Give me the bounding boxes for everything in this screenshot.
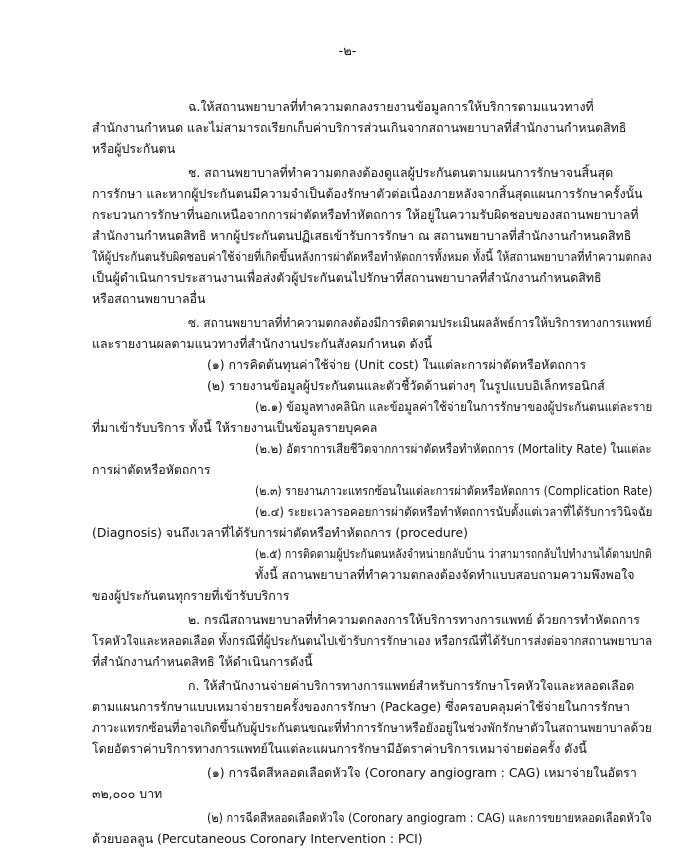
paragraph-line: ที่สำนักงานกำหนดสิทธิ ให้ดำเนินการดังนี้ xyxy=(92,654,313,669)
paragraph-line: หรือผู้ประกันตน xyxy=(92,141,176,156)
paragraph-line: ช. สถานพยาบาลที่ทำความตกลงต้องดูแลผู้ประกันตนตามแผนการรักษาจนสิ้นสุด xyxy=(188,165,614,180)
paragraph-line: กระบวนการรักษาที่นอกเหนือจากการผ่าตัดหรือทำหัตถการ ให้อยู่ในความรับผิดชอบของสถานพยาบาลที่ xyxy=(92,207,639,222)
list-item: (๒) การฉีดสีหลอดเลือดหัวใจ (Coronary angiogram : CAG) และการขยายหลอดเลือดหัวใจ xyxy=(207,810,652,825)
paragraph-line: การผ่าตัดหรือหัตถการ xyxy=(92,462,211,477)
list-item: (๒) รายงานข้อมูลผู้ประกันตนและตัวชี้วัดด้านต่างๆ ในรูปแบบอิเล็กทรอนิกส์ xyxy=(207,378,605,393)
list-item: (๑) การฉีดสีหลอดเลือดหัวใจ (Coronary angiogram : CAG) เหมาจ่ายในอัตรา xyxy=(207,765,637,780)
paragraph-line: ภาวะแทรกซ้อนที่อาจเกิดขึ้นกับผู้ประกันตนขณะที่ทำการรักษาหรือยังอยู่ในช่วงพักรักษาตัวในสถานพยาบาลด้วย xyxy=(92,720,652,735)
paragraph-line: ซ. สถานพยาบาลที่ทำความตกลงต้องมีการติดตามประเมินผลลัพธ์การให้บริการทางการแพทย์ xyxy=(188,315,652,330)
paragraph-line: ของผู้ประกันตนทุกรายที่เข้ารับบริการ xyxy=(92,588,290,603)
paragraph-line: (Diagnosis) จนถึงเวลาที่ได้รับการผ่าตัดหรือทำหัตถการ (procedure) xyxy=(92,525,468,540)
paragraph-line: สำนักงานกำหนดสิทธิ หากผู้ประกันตนปฏิเสธเข้ารับการรักษา ณ สถานพยาบาลที่สำนักงานกำหนดสิทธิ xyxy=(92,228,632,243)
paragraph-line: การรักษา และหากผู้ประกันตนมีความจำเป็นต้องรักษาตัวต่อเนื่องภายหลังจากสิ้นสุดแผนการรักษาครั้งนั้น xyxy=(92,186,643,201)
list-item: (๒.๑) ข้อมูลทางคลินิก และข้อมูลค่าใช้จ่ายในการรักษาของผู้ประกันตนแต่ละราย xyxy=(255,399,653,414)
paragraph-line: และรายงานผลตามแนวทางที่สำนักงานประกันสังคมกำหนด ดังนี้ xyxy=(92,336,433,351)
paragraph-line: ฉ.ให้สถานพยาบาลที่ทำความตกลงรายงานข้อมูลการให้บริการตามแนวทางที่ xyxy=(188,99,594,114)
paragraph-line: ให้ผู้ประกันตนรับผิดชอบค่าใช้จ่ายที่เกิดขึ้นหลังการผ่าตัดหรือทำหัตถการทั้งหมด ทั้งนี้ ให้สถานพยาบาลที่ทำความตกลง xyxy=(92,249,652,264)
list-item: (๒.๓) รายงานภาวะแทรกซ้อนในแต่ละการผ่าตัดหรือหัตถการ (Complication Rate) xyxy=(255,483,653,498)
paragraph-line: โรคหัวใจและหลอดเลือด ทั้งกรณีที่ผู้ประกันตนไปเข้ารับการรักษาเอง หรือกรณีที่ได้รับการส่งต่อจากสถานพยาบาล xyxy=(92,633,653,648)
paragraph-line: หรือสถานพยาบาลอื่น xyxy=(92,291,206,306)
paragraph-line: ตามแผนการรักษาแบบเหมาจ่ายรายครั้งของการรักษา (Package) ซึ่งครอบคลุมค่าใช้จ่ายในการรักษา xyxy=(92,699,630,714)
paragraph-line: ทั้งนี้ สถานพยาบาลที่ทำความตกลงต้องจัดทำแบบสอบถามความพึงพอใจ xyxy=(255,567,635,582)
paragraph-line: โดยอัตราค่าบริการทางการแพทย์ในแต่ละแผนการรักษามีอัตราค่าบริการเหมาจ่ายต่อครั้ง ดังนี้ xyxy=(92,741,587,756)
paragraph-line: ที่มาเข้ารับบริการ ทั้งนี้ ให้รายงานเป็นข้อมูลรายบุคคล xyxy=(92,420,378,435)
paragraph-line: ด้วยบอลลูน (Percutaneous Coronary Intervention : PCI) xyxy=(92,831,423,846)
paragraph-line: ก. ให้สำนักงานจ่ายค่าบริการทางการแพทย์สำหรับการรักษาโรคหัวใจและหลอดเลือด xyxy=(188,678,635,693)
list-item: (๑) การคิดต้นทุนค่าใช้จ่าย (Unit cost) ในแต่ละการผ่าตัดหรือหัตถการ xyxy=(207,357,586,372)
list-item: (๒.๒) อัตราการเสียชีวิตจากการผ่าตัดหรือทำหัตถการ (Mortality Rate) ในแต่ละ xyxy=(255,441,652,456)
page-number: -๒- xyxy=(338,44,357,59)
paragraph-line: สำนักงานกำหนด และไม่สามารถเรียกเก็บค่าบริการส่วนเกินจากสถานพยาบาลที่สำนักงานกำหนดสิทธิ xyxy=(92,120,627,135)
section-heading: ๒. กรณีสถานพยาบาลที่ทำความตกลงการให้บริการทางการแพทย์ ด้วยการทำหัตถการ xyxy=(188,612,640,627)
paragraph-line: เป็นผู้ดำเนินการประสานงานเพื่อส่งตัวผู้ประกันตนไปรักษาที่สถานพยาบาลที่สำนักงานกำหนดสิทธิ xyxy=(92,270,602,285)
list-item: (๒.๔) ระยะเวลารอคอยการผ่าตัดหรือทำหัตถการนับตั้งแต่เวลาที่ได้รับการวินิจฉัย xyxy=(255,504,653,519)
list-item: (๒.๕) การติดตามผู้ประกันตนหลังจำหน่ายกลับบ้าน ว่าสามารถกลับไปทำงานได้ตามปกติ xyxy=(255,546,652,561)
paragraph-line: ๓๒,๐๐๐ บาท xyxy=(92,786,163,801)
